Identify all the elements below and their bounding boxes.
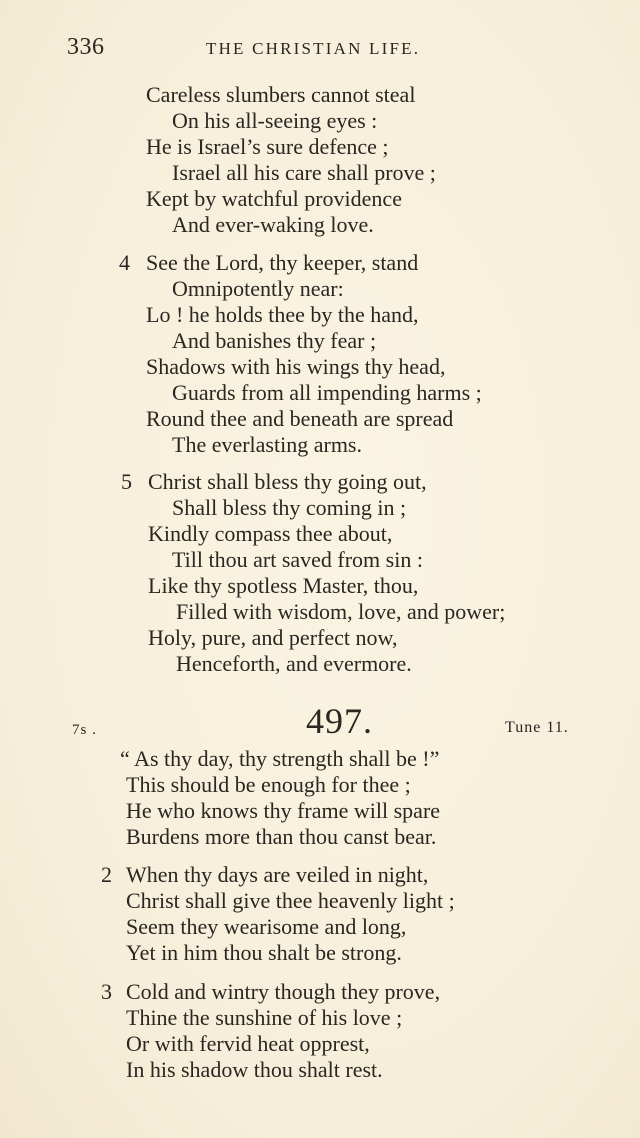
page-number: 336 <box>67 34 105 60</box>
stanza-number: 2 <box>101 862 112 887</box>
verse-line: Burdens more than thou canst bear. <box>126 824 437 849</box>
verse-line: And ever-waking love. <box>172 212 374 237</box>
verse-line: Lo ! he holds thee by the hand, <box>146 302 419 327</box>
verse-line: “ As thy day, thy strength shall be !” <box>120 746 440 771</box>
verse-line: Omnipotently near: <box>172 276 344 301</box>
meter-label: 7s . <box>72 722 97 738</box>
verse-line: Christ shall bless thy going out, <box>148 469 427 494</box>
verse-line: Henceforth, and evermore. <box>176 651 412 676</box>
stanza-number: 4 <box>119 250 130 275</box>
verse-line: Round thee and beneath are spread <box>146 406 454 431</box>
verse-line: Christ shall give thee heavenly light ; <box>126 888 455 913</box>
verse-line: Thine the sunshine of his love ; <box>126 1005 403 1030</box>
verse-line: On his all-seeing eyes : <box>172 108 378 133</box>
stanza-number: 3 <box>101 979 112 1004</box>
verse-line: Or with fervid heat opprest, <box>126 1031 370 1056</box>
verse-line: Holy, pure, and perfect now, <box>148 625 398 650</box>
verse-line: Filled with wisdom, love, and power; <box>176 599 506 624</box>
verse-line: Israel all his care shall prove ; <box>172 160 436 185</box>
verse-line: This should be enough for thee ; <box>126 772 411 797</box>
verse-line: He who knows thy frame will spare <box>126 798 441 823</box>
stanza-number: 5 <box>121 469 132 494</box>
verse-line: When thy days are veiled in night, <box>126 862 429 887</box>
verse-line: Shall bless thy coming in ; <box>172 495 407 520</box>
tune-label: Tune 11. <box>505 719 569 736</box>
verse-line: Kept by watchful providence <box>146 186 402 211</box>
verse-line: Seem they wearisome and long, <box>126 914 407 939</box>
verse-line: Till thou art saved from sin : <box>172 547 423 572</box>
verse-line: Shadows with his wings thy head, <box>146 354 446 379</box>
verse-line: Cold and wintry though they prove, <box>126 979 441 1004</box>
verse-line: He is Israel’s sure defence ; <box>146 134 389 159</box>
verse-line: The everlasting arms. <box>172 432 362 457</box>
page-header <box>0 34 640 64</box>
verse-line: Guards from all impending harms ; <box>172 380 482 405</box>
hymn-number: 497. <box>306 701 373 741</box>
verse-line: In his shadow thou shalt rest. <box>126 1057 383 1082</box>
running-head: THE CHRISTIAN LIFE. <box>206 39 421 58</box>
verse-line: And banishes thy fear ; <box>172 328 377 353</box>
verse-line: See the Lord, thy keeper, stand <box>146 250 419 275</box>
verse-line: Yet in him thou shalt be strong. <box>126 940 402 965</box>
verse-line: Like thy spotless Master, thou, <box>148 573 419 598</box>
verse-line: Kindly compass thee about, <box>148 521 393 546</box>
verse-line: Careless slumbers cannot steal <box>146 82 416 107</box>
